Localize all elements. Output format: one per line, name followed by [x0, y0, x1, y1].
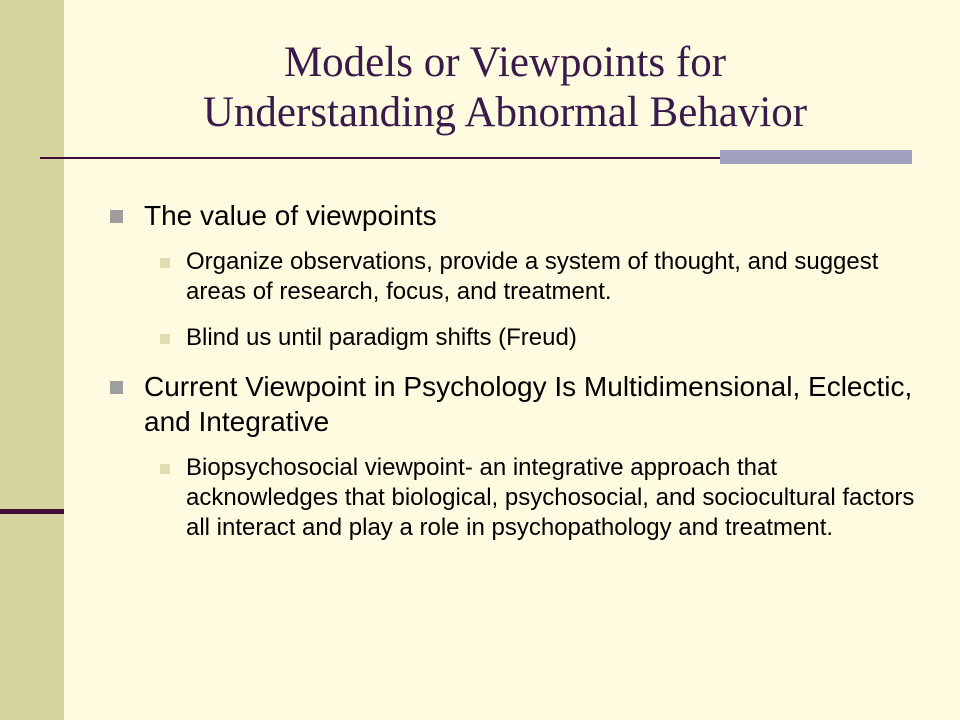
square-bullet-icon: [110, 210, 123, 223]
sub-bullet-item: [110, 323, 930, 353]
bullet-text: The value of viewpoints: [144, 200, 437, 231]
title-line-1: Models or Viewpoints for: [283, 39, 727, 86]
bullet-text: Current Viewpoint in Psychology Is Multidimensional, Eclectic, and Integrative: [144, 371, 913, 437]
bullet-item: [110, 198, 930, 233]
left-decor-bar: [0, 0, 64, 720]
sub-bullet-list: [110, 247, 930, 353]
square-bullet-icon: [160, 258, 170, 268]
sub-bullet-text: Blind us until paradigm shifts (Freud): [186, 324, 577, 351]
sub-bullet-text: Organize observations, provide a system of thought, and suggest areas of research, focus, and treatment.: [186, 248, 879, 305]
bullet-list: [110, 198, 930, 559]
square-bullet-icon: [160, 464, 170, 474]
square-bullet-icon: [110, 381, 123, 394]
bullet-item: [110, 369, 930, 439]
sub-bullet-item: [110, 453, 930, 543]
title-line-2: Understanding Abnormal Behavior: [202, 89, 808, 136]
sub-bullet-text: Biopsychosocial viewpoint- an integrative approach that acknowledges that biological, psychosocial, and sociocultural factors all interact and play a role in psychopathology and treatment.: [186, 454, 915, 541]
left-accent-line: [0, 509, 64, 514]
sub-bullet-list: [110, 453, 930, 543]
square-bullet-icon: [160, 334, 170, 344]
sub-bullet-item: [110, 247, 930, 307]
title-underline-accent: [720, 150, 912, 164]
slide-title: [100, 38, 910, 138]
